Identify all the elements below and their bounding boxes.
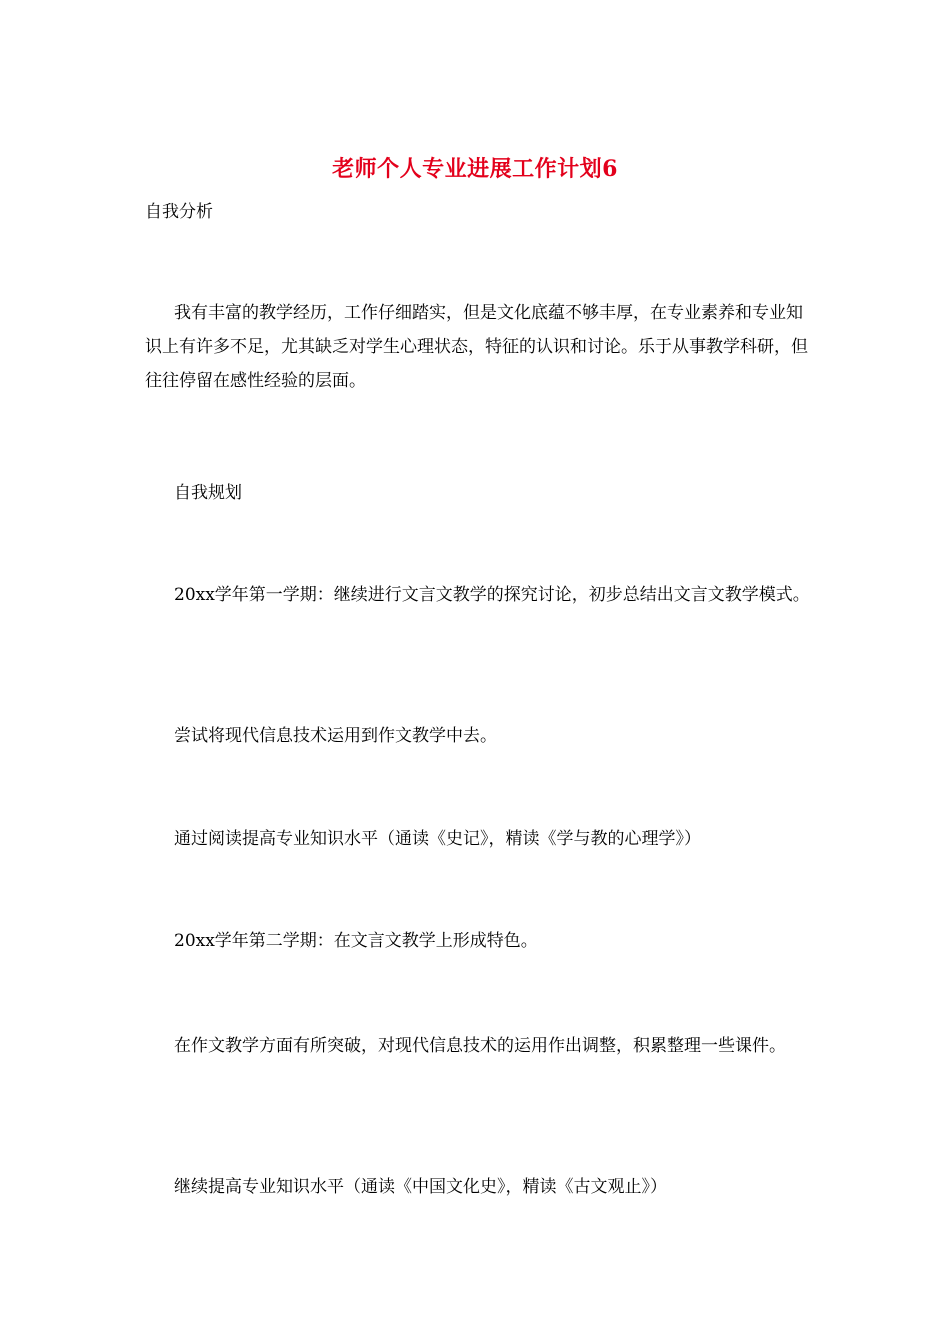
paragraph-reading-plan-2: 继续提高专业知识水平（通读《中国文化史》，精读《古文观止》） [174, 1177, 667, 1197]
paragraph-self-analysis-heading: 自我分析 [145, 202, 213, 222]
paragraph-reading-plan-1: 通过阅读提高专业知识水平（通读《史记》，精读《学与教的心理学》） [174, 829, 701, 849]
paragraph-writing-breakthrough: 在作文教学方面有所突破，对现代信息技术的运用作出调整，积累整理一些课件。 [174, 1036, 786, 1056]
paragraph-first-semester: 20xx学年第一学期：继续进行文言文教学的探究讨论，初步总结出文言文教学模式。 [174, 585, 810, 605]
paragraph-self-analysis-body: 我有丰富的教学经历，工作仔细踏实，但是文化底蕴不够丰厚，在专业素养和专业知识上有许多不足，尤其缺乏对学生心理状态，特征的认识和讨论。乐于从事教学科研，但往往停留在感性经验的层面。 [145, 303, 808, 391]
paragraph-second-semester: 20xx学年第二学期：在文言文教学上形成特色。 [174, 931, 538, 951]
paragraph-self-plan-heading: 自我规划 [174, 483, 242, 503]
document-title: 老师个人专业进展工作计划6 [332, 156, 618, 182]
paragraph-multimedia-writing: 尝试将现代信息技术运用到作文教学中去。 [174, 726, 497, 746]
